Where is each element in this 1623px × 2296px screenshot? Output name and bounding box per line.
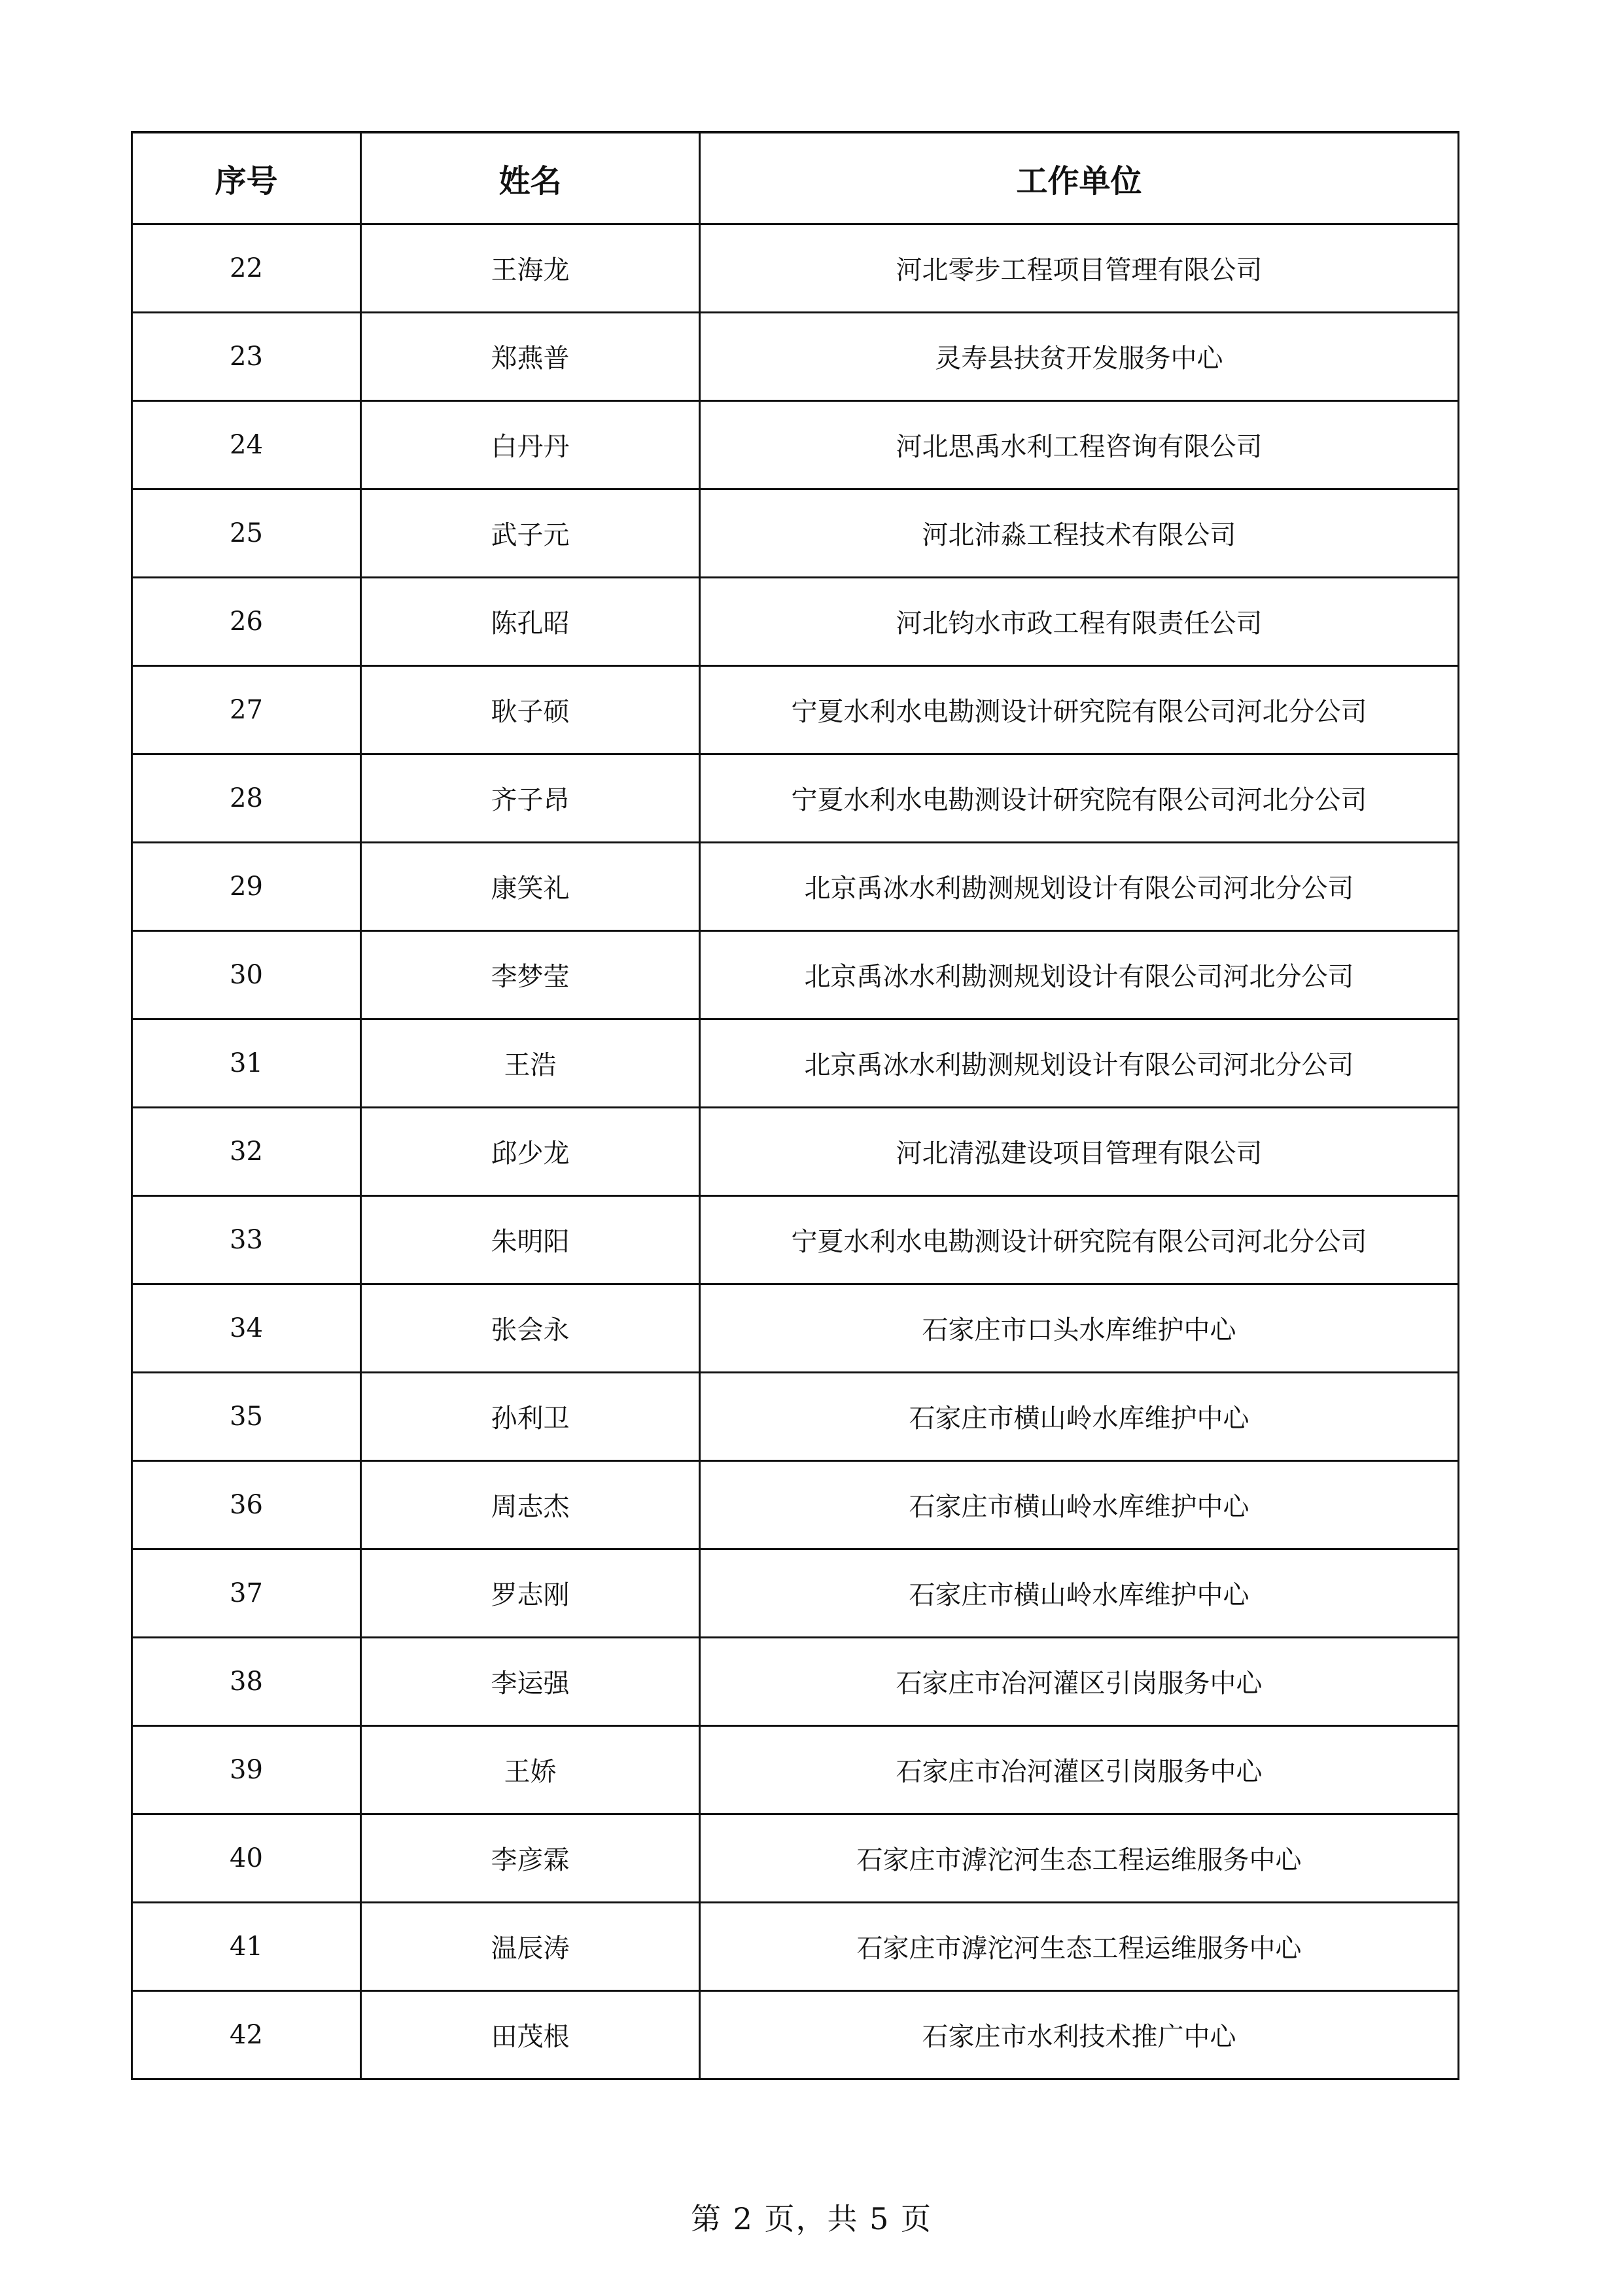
cell-name: 田茂根 [361,1990,700,2079]
table-row [132,1107,1459,1195]
cell-seq: 31 [132,1019,361,1107]
table-row [132,312,1459,400]
cell-seq: 24 [132,400,361,489]
cell-name: 武子元 [361,489,700,577]
cell-seq: 38 [132,1637,361,1725]
cell-seq: 27 [132,665,361,754]
table-body [132,224,1459,2079]
cell-unit: 石家庄市口头水库维护中心 [700,1284,1459,1372]
cell-unit: 河北钧水市政工程有限责任公司 [700,577,1459,665]
cell-unit: 石家庄市水利技术推广中心 [700,1990,1459,2079]
cell-unit: 河北沛淼工程技术有限公司 [700,489,1459,577]
cell-name: 耿子硕 [361,665,700,754]
cell-unit: 石家庄市横山岭水库维护中心 [700,1549,1459,1637]
cell-name: 郑燕普 [361,312,700,400]
table-row [132,665,1459,754]
cell-name: 李彦霖 [361,1814,700,1902]
cell-unit: 石家庄市横山岭水库维护中心 [700,1372,1459,1460]
table-row [132,1637,1459,1725]
cell-name: 孙利卫 [361,1372,700,1460]
table-row [132,224,1459,312]
table-row [132,1725,1459,1814]
cell-name: 王娇 [361,1725,700,1814]
table-header-row [132,132,1459,224]
cell-unit: 宁夏水利水电勘测设计研究院有限公司河北分公司 [700,1195,1459,1284]
cell-name: 周志杰 [361,1460,700,1549]
table-row [132,577,1459,665]
cell-unit: 石家庄市横山岭水库维护中心 [700,1460,1459,1549]
cell-name: 王浩 [361,1019,700,1107]
cell-unit: 河北思禹水利工程咨询有限公司 [700,400,1459,489]
cell-unit: 北京禹冰水利勘测规划设计有限公司河北分公司 [700,930,1459,1019]
cell-seq: 32 [132,1107,361,1195]
table-row [132,930,1459,1019]
cell-unit: 石家庄市滹沱河生态工程运维服务中心 [700,1902,1459,1990]
cell-seq: 33 [132,1195,361,1284]
table-row [132,1284,1459,1372]
header-unit: 工作单位 [700,132,1459,224]
cell-name: 罗志刚 [361,1549,700,1637]
table-row [132,1902,1459,1990]
cell-unit: 石家庄市冶河灌区引岗服务中心 [700,1725,1459,1814]
cell-name: 康笑礼 [361,842,700,930]
header-seq: 序号 [132,132,361,224]
cell-seq: 34 [132,1284,361,1372]
cell-name: 王海龙 [361,224,700,312]
cell-seq: 30 [132,930,361,1019]
cell-seq: 39 [132,1725,361,1814]
personnel-table [131,131,1459,2080]
table-row [132,489,1459,577]
cell-name: 齐子昂 [361,754,700,842]
table-row [132,1460,1459,1549]
table-row [132,1990,1459,2079]
cell-name: 温辰涛 [361,1902,700,1990]
cell-name: 邱少龙 [361,1107,700,1195]
cell-seq: 28 [132,754,361,842]
cell-name: 李运强 [361,1637,700,1725]
cell-seq: 37 [132,1549,361,1637]
table-row [132,1814,1459,1902]
cell-name: 李梦莹 [361,930,700,1019]
cell-name: 朱明阳 [361,1195,700,1284]
cell-seq: 42 [132,1990,361,2079]
cell-unit: 北京禹冰水利勘测规划设计有限公司河北分公司 [700,842,1459,930]
table-row [132,1549,1459,1637]
cell-seq: 26 [132,577,361,665]
cell-name: 白丹丹 [361,400,700,489]
cell-seq: 41 [132,1902,361,1990]
cell-unit: 宁夏水利水电勘测设计研究院有限公司河北分公司 [700,665,1459,754]
cell-unit: 北京禹冰水利勘测规划设计有限公司河北分公司 [700,1019,1459,1107]
cell-seq: 23 [132,312,361,400]
cell-unit: 河北零步工程项目管理有限公司 [700,224,1459,312]
cell-seq: 40 [132,1814,361,1902]
cell-name: 张会永 [361,1284,700,1372]
table-row [132,754,1459,842]
cell-unit: 石家庄市滹沱河生态工程运维服务中心 [700,1814,1459,1902]
page-number-footer: 第 2 页，共 5 页 [690,2201,933,2236]
table-row [132,1195,1459,1284]
header-name: 姓名 [361,132,700,224]
table-row [132,1372,1459,1460]
table-row [132,1019,1459,1107]
cell-seq: 25 [132,489,361,577]
cell-unit: 灵寿县扶贫开发服务中心 [700,312,1459,400]
cell-seq: 22 [132,224,361,312]
cell-seq: 29 [132,842,361,930]
cell-unit: 宁夏水利水电勘测设计研究院有限公司河北分公司 [700,754,1459,842]
cell-seq: 36 [132,1460,361,1549]
table-row [132,842,1459,930]
table-row [132,400,1459,489]
cell-name: 陈孔昭 [361,577,700,665]
cell-seq: 35 [132,1372,361,1460]
cell-unit: 石家庄市冶河灌区引岗服务中心 [700,1637,1459,1725]
cell-unit: 河北清泓建设项目管理有限公司 [700,1107,1459,1195]
